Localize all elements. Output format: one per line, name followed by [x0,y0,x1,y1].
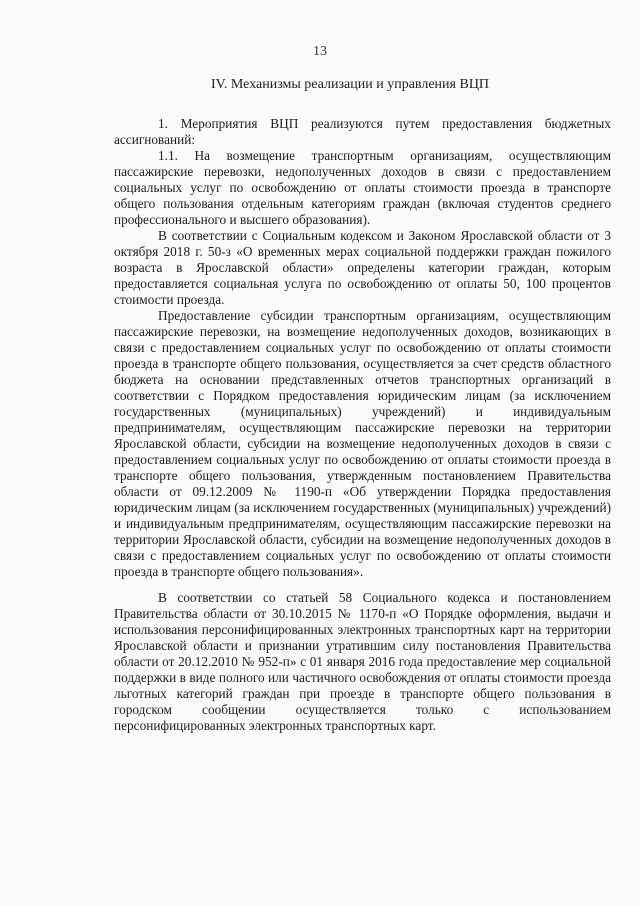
paragraph: Предоставление субсидии транспортным организациям, осуществляющим пассажирские перевозки, на возмещение недополученных доходов, возникающих в связи с предоставлением социальных услуг по освобождению от оплаты стоимости проезда в транспорте общего пользования, осуществляется за счет средств областного бюджета на основании представленных отчетов транспортных организаций в соответствии с Порядком предоставления юридическим лицам (за исключением государственных (муниципальных) учреждений) и индивидуальным предпринимателям, осуществляющим пассажирские перевозки на территории Ярославской области, субсидии на возмещение недополученных доходов в связи с предоставлением социальных услуг по освобождению от оплаты стоимости проезда в транспорте общего пользования, утвержденным постановлением Правительства области от 09.12.2009 № 1190-п «Об утверждении Порядка предоставления юридическим лицам (за исключением государственных (муниципальных) учреждений) и индивидуальным предпринимателям, осуществляющим пассажирские перевозки на территории Ярославской области, субсидии на возмещение недополученных доходов в связи с предоставлением социальных услуг по освобождению от оплаты стоимости проезда в транспорте общего пользования». [114,308,611,579]
page-number: 13 [313,44,327,59]
document-body [114,116,611,734]
section-heading: IV. Механизмы реализации и управления ВЦП [210,77,490,92]
paragraph: 1. Мероприятия ВЦП реализуются путем предоставления бюджетных ассигнований: [114,116,611,147]
paragraph: В соответствии со статьей 58 Социального кодекса и постановлением Правительства области от 30.10.2015 № 1170-п «О Порядке оформления, выдачи и использования персонифицированных электронных транспортных карт на территории Ярославской области и признании утратившим силу постановления Правительства области от 20.12.2010 № 952-п» с 01 января 2016 года предоставление мер социальной поддержки в виде полного или частичного освобождения от оплаты стоимости проезда льготных категорий граждан при проезде в транспорте общего пользования в городском сообщении осуществляется только с использованием персонифицированных электронных транспортных карт. [114,590,611,733]
paragraph: В соответствии с Социальным кодексом и Законом Ярославской области от 3 октября 2018 г. 50-з «О временных мерах социальной поддержки граждан пожилого возраста в Ярославской области» определены категории граждан, которым предоставляется социальная услуга по освобождению от оплаты 50, 100 процентов стоимости проезда. [114,228,611,307]
paragraph: 1.1. На возмещение транспортным организациям, осуществляющим пассажирские перевозки, недополученных доходов в связи с предоставлением социальных услуг по освобождению от оплаты стоимости проезда в транспорте общего пользования отдельным категориям граждан (включая студентов среднего профессионального и высшего образования). [114,148,611,227]
